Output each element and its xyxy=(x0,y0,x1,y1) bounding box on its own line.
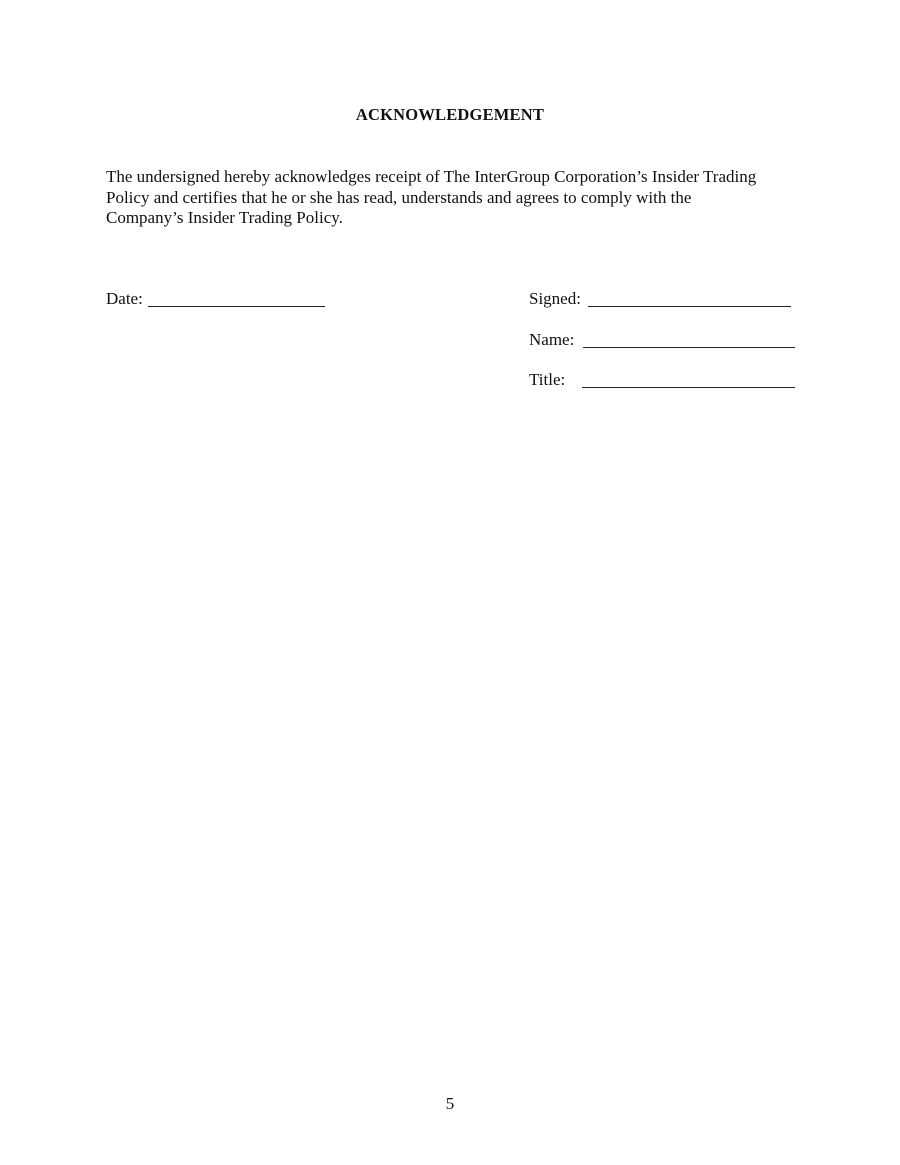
name-signature-line xyxy=(583,347,795,348)
title-label: Title: xyxy=(529,370,566,389)
title-field xyxy=(529,370,565,390)
paragraph-line: Policy and certifies that he or she has read, understands and agrees to comply with the xyxy=(106,187,692,207)
name-field xyxy=(529,330,574,350)
title-signature-line xyxy=(582,387,795,388)
acknowledgement-paragraph xyxy=(106,167,806,229)
page-number: 5 xyxy=(445,1094,455,1113)
paragraph-line: The undersigned hereby acknowledges receipt of The InterGroup Corporation’s Insider Trading xyxy=(106,167,757,186)
date-signature-line xyxy=(148,306,325,307)
name-label: Name: xyxy=(529,330,575,349)
signed-field xyxy=(529,289,581,309)
paragraph-line: Company’s Insider Trading Policy. xyxy=(106,208,343,227)
date-field xyxy=(106,289,143,309)
document-title: ACKNOWLEDGEMENT xyxy=(355,105,545,124)
signed-signature-line xyxy=(588,306,791,307)
signed-label: Signed: xyxy=(529,289,581,308)
date-label: Date: xyxy=(106,289,143,308)
